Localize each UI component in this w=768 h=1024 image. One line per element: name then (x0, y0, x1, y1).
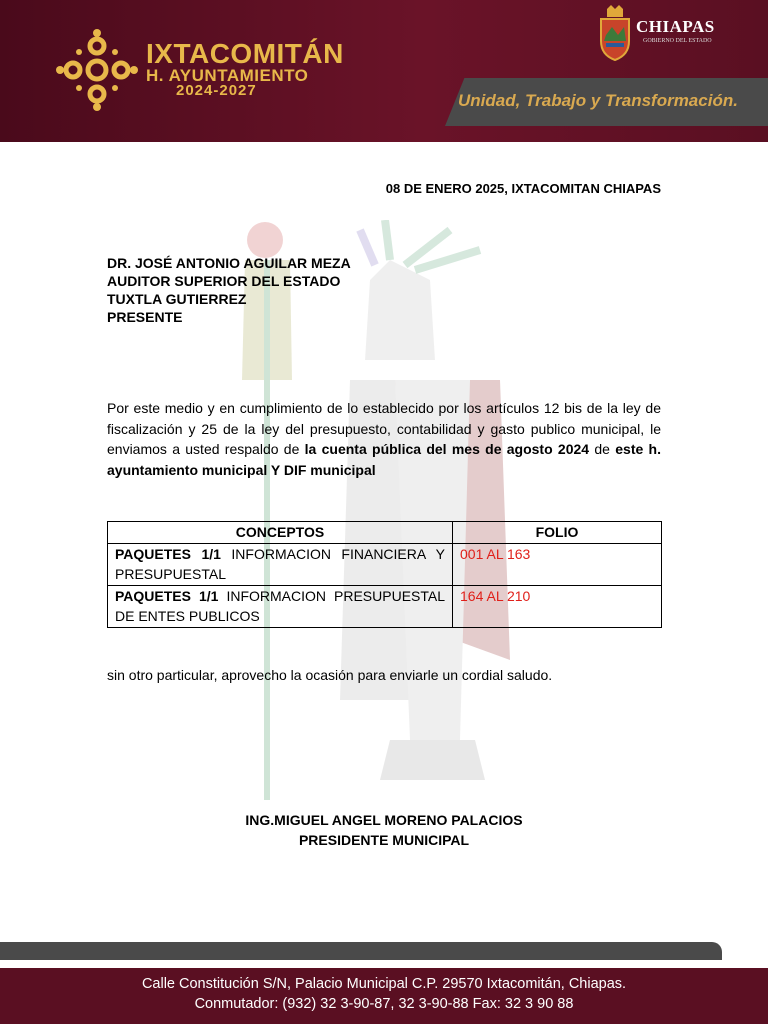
signer-title: PRESIDENTE MUNICIPAL (298, 832, 470, 848)
concept-description: INFORMACION FINANCIERA Y PRESUPUESTAL (115, 545, 446, 582)
recipient-title: AUDITOR SUPERIOR DEL ESTADO (107, 273, 341, 289)
letterhead-footer (0, 968, 768, 1024)
package-label: PAQUETES 1/1 (115, 545, 221, 562)
table-cell-concept (108, 543, 453, 585)
closing-line: sin otro particular, aprovecho la ocasión para enviarle un cordial saludo. (107, 667, 553, 683)
letterhead-header (0, 0, 768, 142)
signature-block (107, 810, 661, 850)
state-government-label: GOBIERNO DEL ESTADO (643, 38, 712, 44)
footer-band (0, 942, 722, 960)
table-row (108, 585, 662, 627)
date-place: 08 DE ENERO 2025, IXTACOMITAN CHIAPAS (385, 181, 661, 196)
logo-subtitle: H. AYUNTAMIENTO (146, 66, 309, 85)
table-header-folio: FOLIO (453, 522, 662, 544)
table-cell-folio: 164 AL 210 (453, 585, 662, 627)
table-header-concepts: CONCEPTOS (108, 522, 453, 544)
table-header-row (108, 522, 662, 544)
recipient-salutation: PRESENTE (107, 309, 183, 325)
signer-name: ING.MIGUEL ANGEL MORENO PALACIOS (245, 812, 523, 828)
ixtacomitan-logo-icon (55, 28, 139, 112)
logo-title: IXTACOMITÁN (146, 38, 344, 69)
body-bold-entity: este h. ayuntamiento municipal Y DIF municipal (107, 441, 661, 478)
footer-phones: Conmutador: (932) 32 3-90-87, 32 3-90-88 Fax: 32 3 90 88 (194, 996, 574, 1012)
table-cell-folio: 001 AL 163 (453, 543, 662, 585)
concepts-table (107, 521, 662, 628)
body-paragraph (107, 398, 661, 480)
body-bold-account: la cuenta pública del mes de agosto 2024 (304, 441, 590, 457)
chiapas-shield-icon (598, 5, 632, 61)
concept-description: INFORMACION PRESUPUESTAL DE ENTES PUBLICOS (115, 587, 446, 624)
package-label: PAQUETES 1/1 (115, 587, 219, 604)
recipient-city: TUXTLA GUTIERREZ (107, 291, 247, 307)
state-name: CHIAPAS (636, 17, 715, 36)
slogan: Unidad, Trabajo y Transformación. (458, 91, 738, 110)
table-cell-concept (108, 585, 453, 627)
recipient-name: DR. JOSÉ ANTONIO AGUILAR MEZA (107, 255, 351, 271)
footer-address: Calle Constitución S/N, Palacio Municipal C.P. 29570 Ixtacomitán, Chiapas. (141, 976, 627, 992)
body-text: Por este medio y en cumplimiento de lo establecido por los artículos 12 bis de la ley de fiscalización y 25 de la ley del presupuesto, contabilidad y gasto publico municipal, le enviamos a usted respaldo de (107, 400, 661, 457)
recipient-block (107, 254, 351, 326)
body-text-connector: de (589, 441, 616, 457)
table-row (108, 543, 662, 585)
logo-period: 2024-2027 (176, 82, 257, 99)
